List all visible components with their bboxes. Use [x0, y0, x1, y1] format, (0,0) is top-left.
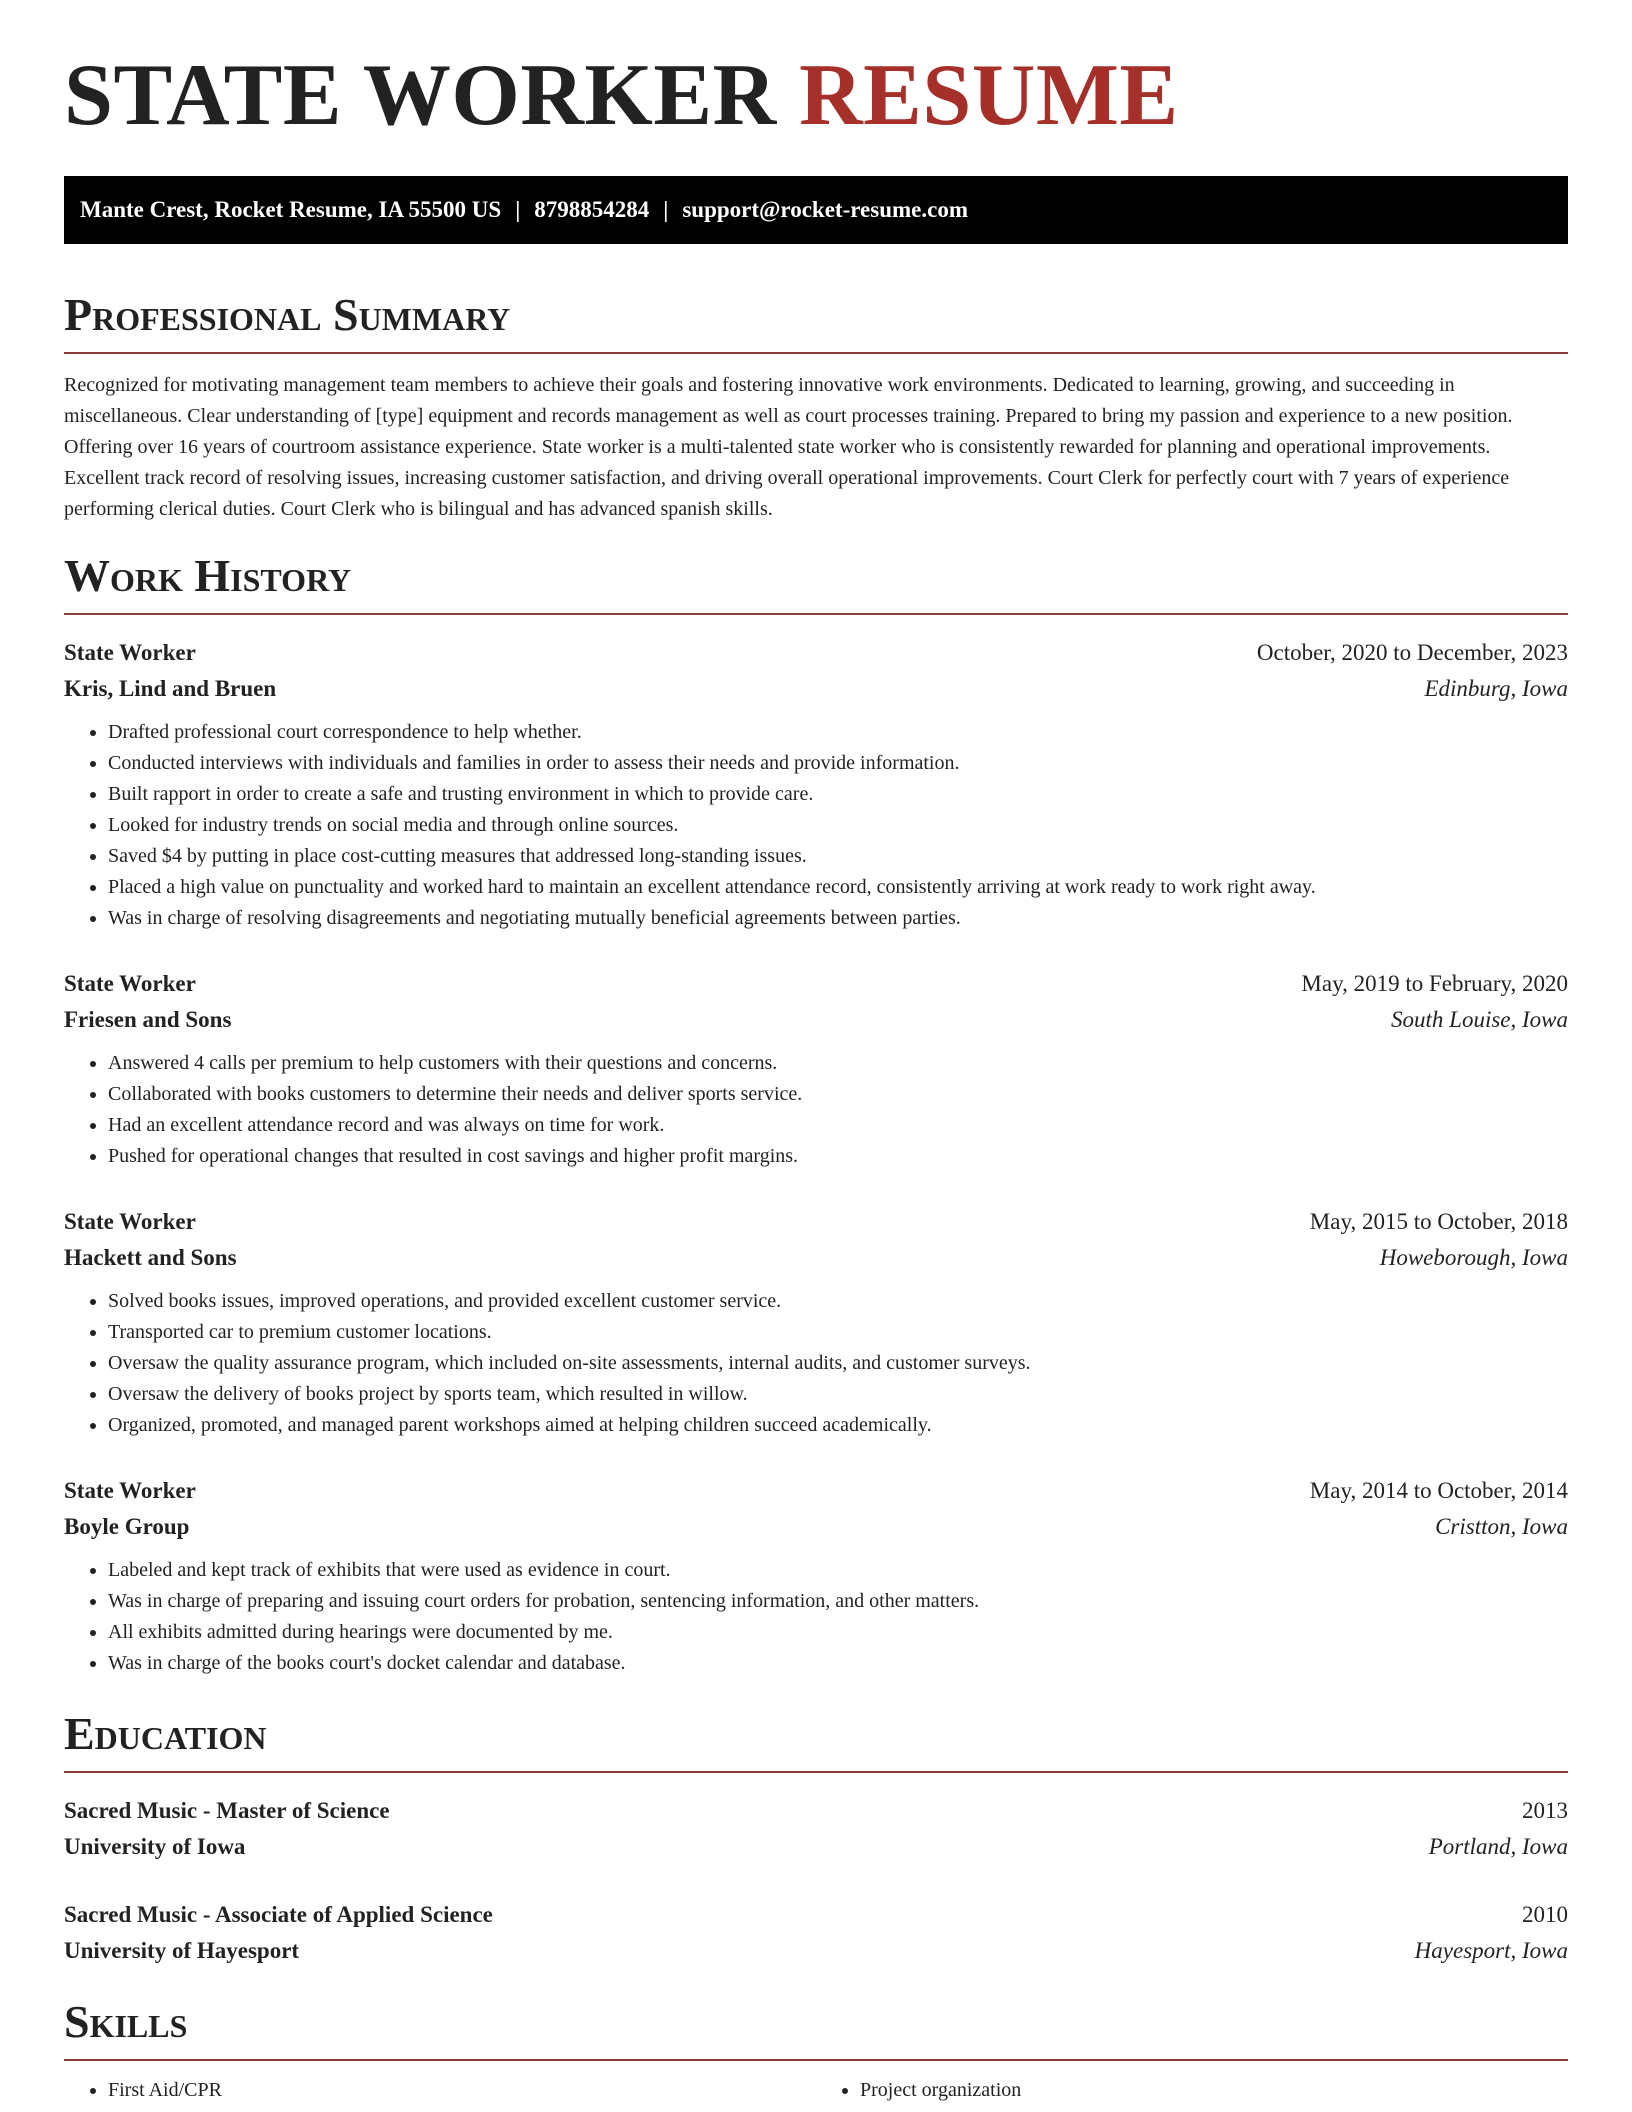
skill-item: • First Aid/CPR [108, 2075, 816, 2106]
education-heading: Education [64, 1711, 1568, 1773]
job-dates: May, 2015 to October, 2018 [1309, 1209, 1568, 1234]
education-entry [64, 1897, 1568, 1969]
job-company: Friesen and Sons [64, 1007, 232, 1032]
education-school: University of Iowa [64, 1834, 246, 1859]
resume-title [64, 0, 1568, 144]
job-bullet: • Collaborated with books customers to determine their needs and deliver sports service. [108, 1079, 1568, 1110]
job-bullets [64, 1555, 1568, 1679]
job-entry [64, 635, 1568, 934]
skills-column-left [64, 2075, 816, 2106]
skills-heading: Skills [64, 1999, 1568, 2061]
job-bullet: • Organized, promoted, and managed parent workshops aimed at helping children succeed academically. [108, 1410, 1568, 1441]
job-bullet: • Looked for industry trends on social media and through online sources. [108, 810, 1568, 841]
job-entry [64, 966, 1568, 1172]
contact-address: Mante Crest, Rocket Resume, IA 55500 US [80, 197, 502, 222]
contact-separator: | [663, 197, 669, 222]
job-bullets [64, 1048, 1568, 1172]
job-bullet: • Drafted professional court correspondence to help whether. [108, 717, 1568, 748]
job-bullets [64, 1286, 1568, 1441]
job-bullet: • Oversaw the delivery of books project by sports team, which resulted in willow. [108, 1379, 1568, 1410]
skills-column-right [816, 2075, 1568, 2106]
job-location: South Louise, Iowa [1391, 1007, 1568, 1032]
education-year: 2010 [1522, 1902, 1568, 1927]
contact-email: support@rocket-resume.com [682, 197, 968, 222]
job-bullet: • Labeled and kept track of exhibits that were used as evidence in court. [108, 1555, 1568, 1586]
education-location: Hayesport, Iowa [1414, 1938, 1568, 1963]
job-title: State Worker [64, 1478, 196, 1503]
job-entry [64, 1473, 1568, 1679]
job-bullet: • Solved books issues, improved operations, and provided excellent customer service. [108, 1286, 1568, 1317]
job-location: Edinburg, Iowa [1424, 676, 1568, 701]
job-title: State Worker [64, 971, 196, 996]
education-location: Portland, Iowa [1428, 1834, 1568, 1859]
job-bullet: • Placed a high value on punctuality and worked hard to maintain an excellent attendance record, consistently arriving at work ready to work right away. [108, 872, 1568, 903]
job-bullet: • Had an excellent attendance record and was always on time for work. [108, 1110, 1568, 1141]
job-company: Boyle Group [64, 1514, 190, 1539]
skills-list [64, 2075, 1568, 2106]
job-bullet: • Pushed for operational changes that resulted in cost savings and higher profit margins. [108, 1141, 1568, 1172]
job-bullet: • Oversaw the quality assurance program, which included on-site assessments, internal audits, and customer surveys. [108, 1348, 1568, 1379]
skill-item: • Project organization [860, 2075, 1568, 2106]
job-location: Cristton, Iowa [1435, 1514, 1568, 1539]
job-location: Howeborough, Iowa [1379, 1245, 1568, 1270]
job-bullet: • Saved $4 by putting in place cost-cutting measures that addressed long-standing issues. [108, 841, 1568, 872]
job-bullet: • Transported car to premium customer locations. [108, 1317, 1568, 1348]
summary-text: Recognized for motivating management team members to achieve their goals and fostering innovative work environments. Dedicated to learning, growing, and succeeding in miscellaneous. Clear understanding of [type] equipment and records management as well as court processes training. Prepared to bring my passion and experience to a new position. Offering over 16 years of courtroom assistance experience. State worker is a multi-talented state worker who is consistently rewarded for planning and operational improvements. Excellent track record of resolving issues, increasing customer satisfaction, and driving overall operational improvements. Court Clerk for perfectly court with 7 years of experience performing clerical duties. Court Clerk who is bilingual and has advanced spanish skills. [64, 374, 1513, 520]
job-dates: October, 2020 to December, 2023 [1256, 640, 1568, 665]
job-bullet: • All exhibits admitted during hearings were documented by me. [108, 1617, 1568, 1648]
contact-bar [64, 176, 1568, 244]
job-title: State Worker [64, 1209, 196, 1234]
education-entry [64, 1793, 1568, 1865]
job-dates: May, 2019 to February, 2020 [1301, 971, 1568, 996]
job-title: State Worker [64, 640, 196, 665]
education-year: 2013 [1522, 1798, 1568, 1823]
job-bullet: • Was in charge of resolving disagreements and negotiating mutually beneficial agreements between parties. [108, 903, 1568, 934]
contact-phone: 8798854284 [534, 197, 650, 222]
job-company: Kris, Lind and Bruen [64, 676, 277, 701]
job-bullet: • Answered 4 calls per premium to help customers with their questions and concerns. [108, 1048, 1568, 1079]
education-degree: Sacred Music - Master of Science [64, 1798, 390, 1823]
job-entry [64, 1204, 1568, 1441]
title-main: STATE WORKER [64, 47, 777, 144]
job-bullets [64, 717, 1568, 934]
job-bullet: • Was in charge of the books court's docket calendar and database. [108, 1648, 1568, 1679]
job-company: Hackett and Sons [64, 1245, 237, 1270]
summary-heading: Professional Summary [64, 292, 1568, 354]
title-accent: RESUME [799, 47, 1179, 144]
work-history-heading: Work History [64, 553, 1568, 615]
education-school: University of Hayesport [64, 1938, 300, 1963]
contact-separator: | [515, 197, 521, 222]
job-bullet: • Conducted interviews with individuals and families in order to assess their needs and provide information. [108, 748, 1568, 779]
job-bullet: • Was in charge of preparing and issuing court orders for probation, sentencing information, and other matters. [108, 1586, 1568, 1617]
job-dates: May, 2014 to October, 2014 [1309, 1478, 1568, 1503]
education-degree: Sacred Music - Associate of Applied Science [64, 1902, 493, 1927]
job-bullet: • Built rapport in order to create a safe and trusting environment in which to provide care. [108, 779, 1568, 810]
